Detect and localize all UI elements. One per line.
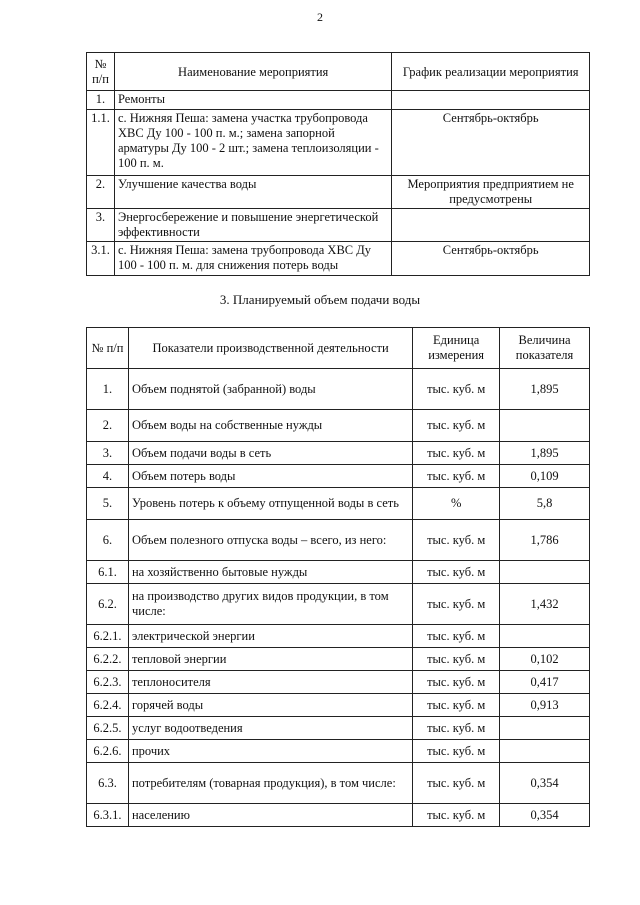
column-header-name: Наименование мероприятия	[114, 53, 391, 91]
table-row	[87, 410, 590, 442]
row-num: 6.3.1.	[87, 804, 129, 827]
table-row	[87, 176, 590, 209]
row-schedule: Сентябрь-октябрь	[392, 110, 590, 176]
row-unit: тыс. куб. м	[413, 804, 500, 827]
row-value: 1,895	[500, 442, 590, 465]
row-num: 2.	[87, 176, 115, 209]
row-schedule: Мероприятия предприятием не предусмотрены	[392, 176, 590, 209]
column-header-indicator: Показатели производственной деятельности	[128, 328, 412, 369]
row-indicator: населению	[128, 804, 412, 827]
row-num: 6.2.	[87, 584, 129, 625]
row-unit: %	[413, 488, 500, 520]
column-header-unit: Единица измерения	[413, 328, 500, 369]
row-schedule	[392, 91, 590, 110]
column-header-value: Величина показателя	[500, 328, 590, 369]
row-name: Улучшение качества воды	[114, 176, 391, 209]
row-unit: тыс. куб. м	[413, 369, 500, 410]
row-value: 1,432	[500, 584, 590, 625]
page-number: 2	[317, 10, 323, 24]
row-indicator: прочих	[128, 740, 412, 763]
row-num: 3.	[87, 442, 129, 465]
row-value: 0,354	[500, 804, 590, 827]
table-row	[87, 804, 590, 827]
row-num: 6.	[87, 520, 129, 561]
row-num: 2.	[87, 410, 129, 442]
table-row	[87, 242, 590, 276]
row-indicator: Уровень потерь к объему отпущенной воды в сеть	[128, 488, 412, 520]
row-indicator: Объем полезного отпуска воды – всего, из него:	[128, 520, 412, 561]
row-indicator: электрической энергии	[128, 625, 412, 648]
row-value	[500, 410, 590, 442]
table-row	[87, 110, 590, 176]
row-unit: тыс. куб. м	[413, 465, 500, 488]
table-row	[87, 763, 590, 804]
row-unit: тыс. куб. м	[413, 520, 500, 561]
row-schedule: Сентябрь-октябрь	[392, 242, 590, 276]
row-value: 5,8	[500, 488, 590, 520]
row-num: 6.2.4.	[87, 694, 129, 717]
row-value: 0,913	[500, 694, 590, 717]
row-unit: тыс. куб. м	[413, 740, 500, 763]
water-supply-table	[86, 327, 590, 827]
row-unit: тыс. куб. м	[413, 763, 500, 804]
table-row	[87, 740, 590, 763]
row-unit: тыс. куб. м	[413, 717, 500, 740]
section-title: 3. Планируемый объем подачи воды	[219, 292, 421, 307]
row-unit: тыс. куб. м	[413, 694, 500, 717]
row-unit: тыс. куб. м	[413, 625, 500, 648]
row-unit: тыс. куб. м	[413, 671, 500, 694]
row-indicator: Объем воды на собственные нужды	[128, 410, 412, 442]
table-row	[87, 442, 590, 465]
row-unit: тыс. куб. м	[413, 561, 500, 584]
table-row	[87, 488, 590, 520]
row-num: 3.	[87, 209, 115, 242]
row-indicator: потребителям (товарная продукция), в том числе:	[128, 763, 412, 804]
row-num: 6.2.6.	[87, 740, 129, 763]
row-num: 6.1.	[87, 561, 129, 584]
row-value	[500, 717, 590, 740]
table-row	[87, 584, 590, 625]
table-header-row	[87, 53, 590, 91]
table-row	[87, 625, 590, 648]
row-unit: тыс. куб. м	[413, 442, 500, 465]
row-value: 0,354	[500, 763, 590, 804]
row-unit: тыс. куб. м	[413, 410, 500, 442]
table-row	[87, 694, 590, 717]
row-num: 5.	[87, 488, 129, 520]
row-num: 4.	[87, 465, 129, 488]
row-name: Энергосбережение и повышение энергетической эффективности	[114, 209, 391, 242]
table-row	[87, 520, 590, 561]
row-indicator: горячей воды	[128, 694, 412, 717]
row-value: 1,786	[500, 520, 590, 561]
table-row	[87, 91, 590, 110]
row-name: Ремонты	[114, 91, 391, 110]
row-unit: тыс. куб. м	[413, 584, 500, 625]
table-row	[87, 465, 590, 488]
row-indicator: на хозяйственно бытовые нужды	[128, 561, 412, 584]
row-num: 1.1.	[87, 110, 115, 176]
table-row	[87, 717, 590, 740]
row-value	[500, 561, 590, 584]
row-num: 6.2.3.	[87, 671, 129, 694]
row-num: 3.1.	[87, 242, 115, 276]
row-num: 6.3.	[87, 763, 129, 804]
row-value: 0,417	[500, 671, 590, 694]
row-name: с. Нижняя Пеша: замена участка трубопровода ХВС Ду 100 - 100 п. м.; замена запорной арматуры Ду 100 - 2 шт.; замена теплоизоляции - 100 п. м.	[114, 110, 391, 176]
row-name: с. Нижняя Пеша: замена трубопровода ХВС Ду 100 - 100 п. м. для снижения потерь воды	[114, 242, 391, 276]
row-num: 1.	[87, 369, 129, 410]
column-header-num: № п/п	[87, 53, 115, 91]
row-unit: тыс. куб. м	[413, 648, 500, 671]
row-indicator: Объем подачи воды в сеть	[128, 442, 412, 465]
measures-table	[86, 52, 590, 276]
table-row	[87, 671, 590, 694]
table-row	[87, 209, 590, 242]
row-value: 0,109	[500, 465, 590, 488]
row-indicator: теплоносителя	[128, 671, 412, 694]
row-num: 6.2.2.	[87, 648, 129, 671]
row-num: 1.	[87, 91, 115, 110]
table-row	[87, 648, 590, 671]
table-row	[87, 369, 590, 410]
row-indicator: Объем потерь воды	[128, 465, 412, 488]
row-value: 1,895	[500, 369, 590, 410]
column-header-schedule: График реализации мероприятия	[392, 53, 590, 91]
table-header-row	[87, 328, 590, 369]
row-value	[500, 625, 590, 648]
row-indicator: тепловой энергии	[128, 648, 412, 671]
row-schedule	[392, 209, 590, 242]
row-value: 0,102	[500, 648, 590, 671]
row-indicator: на производство других видов продукции, в том числе:	[128, 584, 412, 625]
row-indicator: Объем поднятой (забранной) воды	[128, 369, 412, 410]
table-row	[87, 561, 590, 584]
row-num: 6.2.5.	[87, 717, 129, 740]
row-num: 6.2.1.	[87, 625, 129, 648]
row-value	[500, 740, 590, 763]
row-indicator: услуг водоотведения	[128, 717, 412, 740]
column-header-num: № п/п	[87, 328, 129, 369]
